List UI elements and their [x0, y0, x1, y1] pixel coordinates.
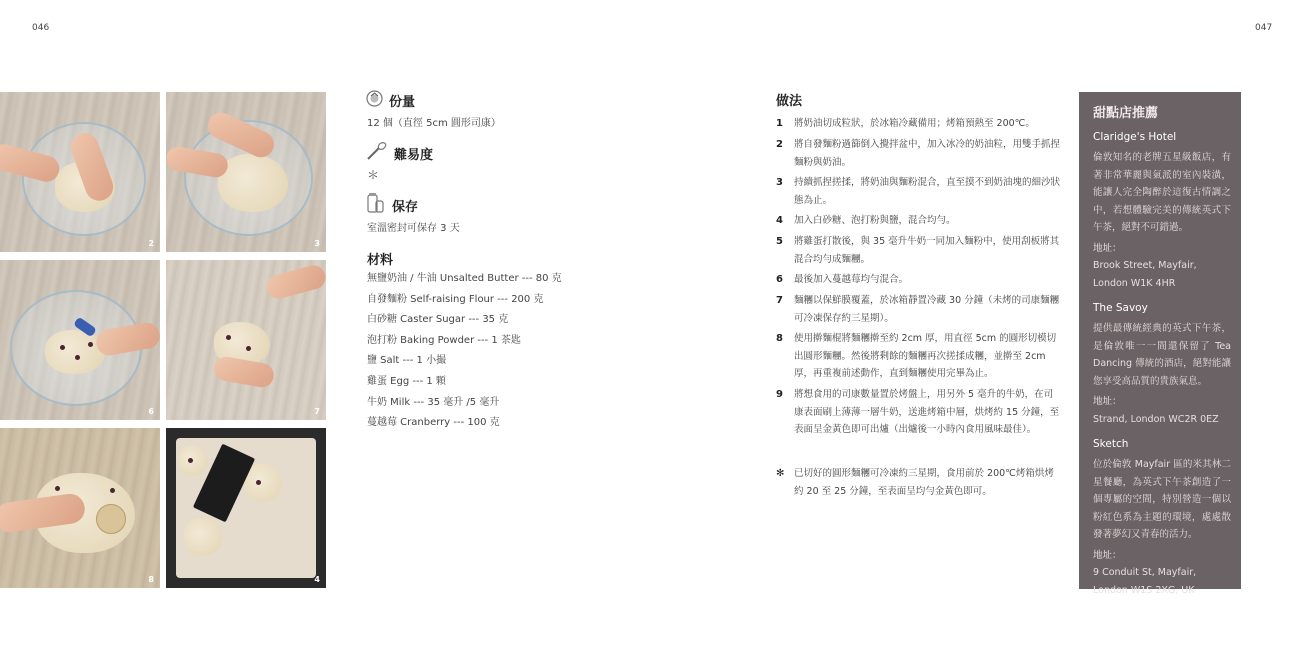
step-number: 7: [776, 295, 783, 306]
step-photo-8: [0, 428, 160, 588]
step-text: 將雞蛋打散後，與 35 毫升牛奶一同加入麵粉中，使用刮板將其混合均勻成麵糰。: [794, 236, 1060, 265]
ingredients-title: 材料: [367, 253, 394, 268]
ingredient-item: 雞蛋 Egg --- 1 顆: [367, 375, 446, 387]
shop-name: Sketch: [1093, 438, 1129, 450]
shop-name: Claridge's Hotel: [1093, 131, 1177, 143]
difficulty-title: 難易度: [394, 147, 434, 163]
note-mark: ✻: [776, 468, 785, 479]
step-photo-4: [166, 428, 326, 588]
step-photo-3: [166, 92, 326, 252]
step-number: 3: [776, 177, 783, 188]
note-text: 已切好的圓形麵糰可冷凍約三星期，食用前於 200℃烤箱烘烤約 20 至 25 分鐘，至表面呈均勻金黃色即可。: [794, 468, 1054, 497]
sidebar-title: 甜點店推薦: [1093, 106, 1159, 121]
storage-heading: [366, 192, 418, 218]
photo-number: 3: [314, 239, 320, 248]
ingredient-item: 鹽 Salt --- 1 小撮: [367, 355, 447, 367]
photo-number: 6: [148, 407, 154, 416]
whisk-icon: [366, 141, 388, 165]
jar-icon: [366, 192, 386, 218]
ingredient-item: 牛奶 Milk --- 35 毫升 /5 毫升: [367, 396, 500, 408]
page-number-left: 046: [32, 23, 50, 33]
serving-title: 份量: [389, 95, 416, 110]
address-label: 地址：: [1093, 242, 1122, 254]
shop-description: 倫敦知名的老牌五星級飯店，有著非常華麗與氣派的室內裝潢，能讓人完全陶醉於這復古情調之中，若想體驗完美的傳統英式下午茶，絕對不可錯過。: [1093, 152, 1231, 233]
step-number: 1: [776, 118, 783, 129]
ingredient-item: 無鹽奶油 / 牛油 Unsalted Butter --- 80 克: [367, 273, 562, 284]
step-number: 2: [776, 139, 783, 150]
difficulty-rating: ＊: [367, 168, 380, 182]
method-title: 做法: [776, 94, 803, 109]
shop-address: Brook Street, Mayfair, London W1K 4HR: [1093, 260, 1197, 289]
step-photo-6: [0, 260, 160, 420]
method-step: [776, 174, 1061, 209]
serving-heading: [366, 90, 415, 111]
difficulty-heading: [366, 141, 433, 165]
photo-number: 4: [314, 575, 320, 584]
shop-description: 提供最傳統經典的英式下午茶，是倫敦唯一一間還保留了 Tea Dancing 傳統的酒店，絕對能讓您享受高品質的貴族氣息。: [1093, 323, 1231, 387]
shop-description: 位於倫敦 Mayfair 區的米其林二星餐廳，為英式下午茶創造了一個專屬的空間，特別營造一個以粉紅色系為主題的環境，處處散發著夢幻又青春的活力。: [1093, 459, 1231, 540]
method-step: [776, 292, 1061, 327]
photo-number: 8: [148, 575, 154, 584]
serving-text: 12 個（直徑 5cm 圓形司康）: [367, 118, 501, 129]
method-note: [776, 465, 1061, 500]
method-step: [776, 136, 1061, 171]
method-step: [776, 115, 1061, 133]
step-text: 最後加入蔓越莓均勻混合。: [794, 274, 909, 285]
step-text: 使用擀麵棍將麵糰擀至約 2cm 厚，用直徑 5cm 的圓形切模切出圓形麵糰。然後將剩餘的麵糰再次搓揉成糰，並擀至 2cm 厚，再重複前述動作，直到麵糰使用完畢為止。: [794, 333, 1057, 379]
step-photo-7: [166, 260, 326, 420]
shop-name: The Savoy: [1093, 302, 1148, 314]
method-step: [776, 271, 1061, 289]
step-photo-2: [0, 92, 160, 252]
photo-number: 2: [148, 239, 154, 248]
method-step: [776, 386, 1061, 439]
step-number: 9: [776, 389, 783, 400]
step-number: 6: [776, 274, 783, 285]
shop-address: Strand, London WC2R 0EZ: [1093, 413, 1219, 425]
ingredient-item: 泡打粉 Baking Powder --- 1 茶匙: [367, 334, 521, 346]
step-text: 將自發麵粉過篩倒入攪拌盆中，加入冰冷的奶油粒，用雙手抓捏麵粉與奶油。: [794, 139, 1061, 168]
ingredient-item: 自發麵粉 Self-raising Flour --- 200 克: [367, 293, 544, 305]
shop-address: 9 Conduit St, Mayfair, London W1S 2XG, UK: [1093, 567, 1197, 596]
page-number-right: 047: [1255, 23, 1273, 33]
step-text: 將奶油切成粒狀，於冰箱冷藏備用；烤箱預熱至 200℃。: [794, 118, 1035, 129]
photo-number: 7: [314, 407, 320, 416]
step-number: 8: [776, 333, 783, 344]
dessert-shop-sidebar: [1079, 92, 1241, 596]
step-text: 麵糰以保鮮膜覆蓋，於冰箱靜置冷藏 30 分鐘（未烤的司康麵糰可冷凍保存約三星期）。: [794, 295, 1060, 324]
ingredient-list: [367, 269, 562, 434]
address-label: 地址：: [1093, 396, 1122, 407]
storage-text: 室溫密封可保存 3 天: [367, 223, 460, 234]
address-label: 地址：: [1093, 549, 1122, 561]
ingredients-heading: [367, 249, 393, 268]
storage-title: 保存: [392, 199, 419, 215]
step-text: 加入白砂糖、泡打粉與鹽，混合均勻。: [794, 215, 956, 226]
dish-icon: [366, 90, 383, 111]
step-number: 5: [776, 236, 783, 247]
step-text: 持續抓捏搓揉，將奶油與麵粉混合，直至摸不到奶油塊的細沙狀態為止。: [794, 177, 1061, 206]
ingredient-item: 白砂糖 Caster Sugar --- 35 克: [367, 314, 509, 326]
ingredient-item: 蔓越莓 Cranberry --- 100 克: [367, 417, 500, 429]
step-number: 4: [776, 215, 783, 226]
method-step: [776, 212, 1061, 230]
step-text: 將想食用的司康數量置於烤盤上，用另外 5 毫升的牛奶，在司康表面刷上薄薄一層牛奶，送進烤箱中層，烘烤約 15 分鐘，至表面呈金黃色即可出爐（出爐後一小時內食用風味最佳）。: [794, 389, 1060, 435]
method-step: [776, 330, 1061, 383]
method-step: [776, 233, 1061, 268]
